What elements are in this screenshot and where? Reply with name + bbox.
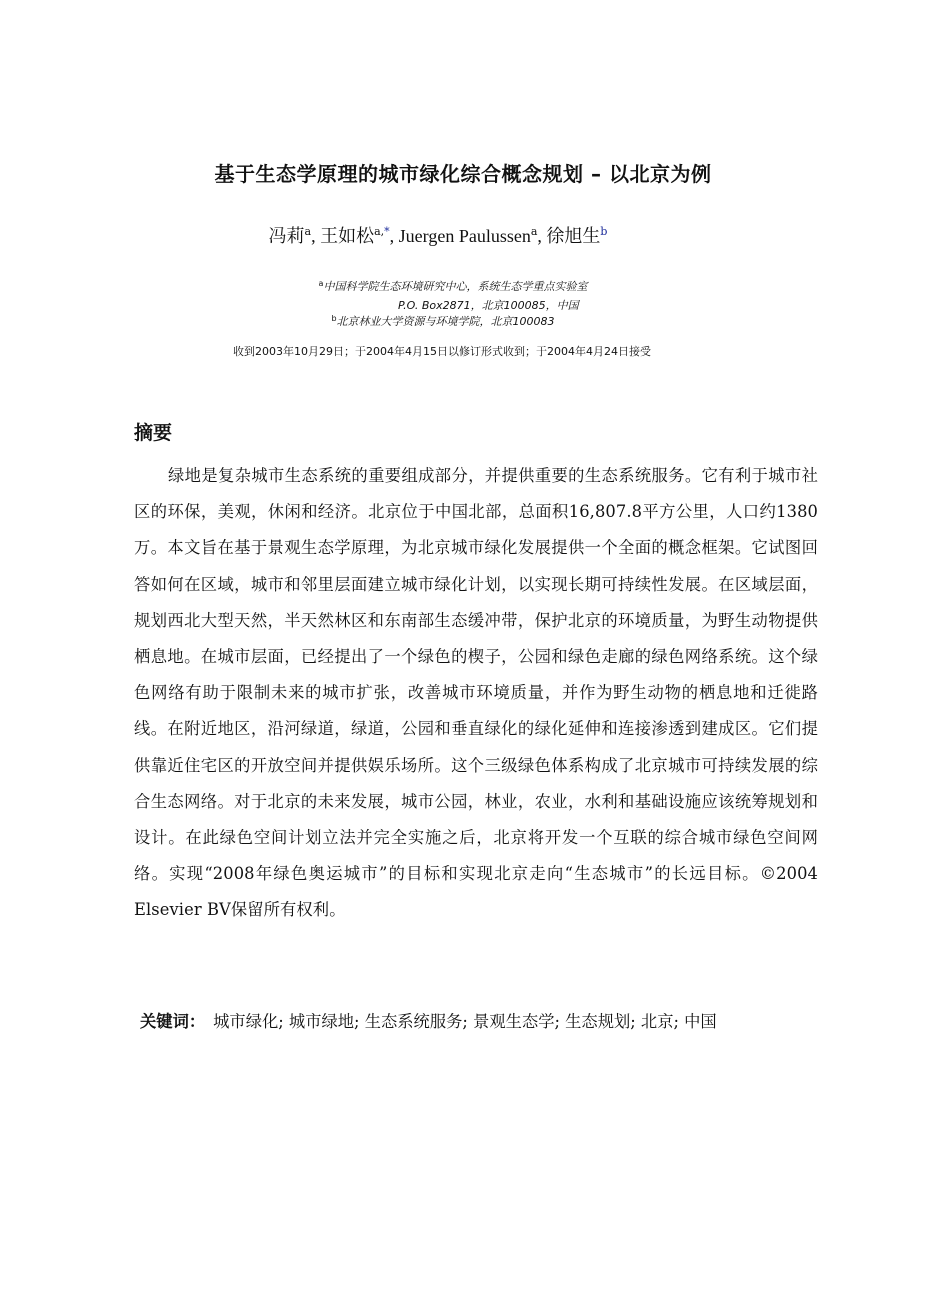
received-dates: 收到2003年10月29日；于2004年4月15日以修订形式收到；于2004年4月24日接受 xyxy=(233,345,651,358)
affiliation-b-mark: b xyxy=(331,314,337,323)
author-1: 冯莉 xyxy=(268,226,305,247)
abstract-body: 绿地是复杂城市生态系统的重要组成部分，并提供重要的生态系统服务。它有利于城市社区的环保，美观，休闲和经济。北京位于中国北部，总面积16,807.8平方公里，人口约1380万。本文旨在基于景观生态学原理，为北京城市绿化发展提供一个全面的概念框架。它试图回答如何在区域，城市和邻里层面建立城市绿化计划，以实现长期可持续性发展。在区域层面，规划西北大型天然，半天然林区和东南部生态缓冲带，保护北京的环境质量，为野生动物提供栖息地。在城市层面，已经提出了一个绿色的楔子，公园和绿色走廊的绿色网络系统。这个绿色网络有助于限制未来的城市扩张，改善城市环境质量，并作为野生动物的栖息地和迁徙路线。在附近地区，沿河绿道，绿道，公园和垂直绿化的绿化延伸和连接渗透到建成区。它们提供靠近住宅区的开放空间并提供娱乐场所。这个三级绿色体系构成了北京城市可持续发展的综合生态网络。对于北京的未来发展，城市公园，林业，农业，水利和基础设施应该统筹规划和设计。在此绿色空间计划立法并完全实施之后，北京将开发一个互联的综合城市绿色空间网络。实现“2008年绿色奥运城市”的目标和实现北京走向“生态城市”的长远目标。©2004 Elsevier BV保留所有权利。 xyxy=(134,466,818,920)
paper-title: 基于生态学原理的城市绿化综合概念规划 – 以北京为例 xyxy=(214,162,712,186)
affiliation-a-line1: 中国科学院生态环境研究中心，系统生态学重点实验室 xyxy=(323,280,588,293)
author-3-affil-mark: a xyxy=(530,225,538,238)
affiliation-a-address: P.O. Box2871，北京100085，中国 xyxy=(398,299,579,312)
abstract-heading: 摘要 xyxy=(134,422,173,444)
affiliation-a xyxy=(0,278,926,294)
author-4-affil-mark[interactable]: b xyxy=(600,225,608,238)
corresponding-author-mark[interactable]: * xyxy=(384,225,390,238)
author-3: Juergen Paulussen xyxy=(398,226,531,246)
keywords-list: 城市绿化; 城市绿地; 生态系统服务; 景观生态学; 生态规划; 北京; 中国 xyxy=(213,1012,717,1031)
affiliation-b xyxy=(0,313,926,329)
author-2-affil-mark: a, xyxy=(374,225,385,238)
keywords-label: 关键词： xyxy=(140,1012,206,1031)
affiliation-b-line: 北京林业大学资源与环境学院，北京100083 xyxy=(336,315,555,328)
affiliation-a-mark: a xyxy=(318,279,324,288)
author-list: 冯莉$^a$, 王如松$^{a,*}$, Juergen Paulussen$^a$, 徐旭生$^b$ xyxy=(268,225,608,247)
keywords-section xyxy=(140,1004,822,1040)
author-1-affil-mark: a xyxy=(304,225,312,238)
author-4: 徐旭生 xyxy=(546,226,601,247)
author-2: 王如松 xyxy=(320,226,375,247)
